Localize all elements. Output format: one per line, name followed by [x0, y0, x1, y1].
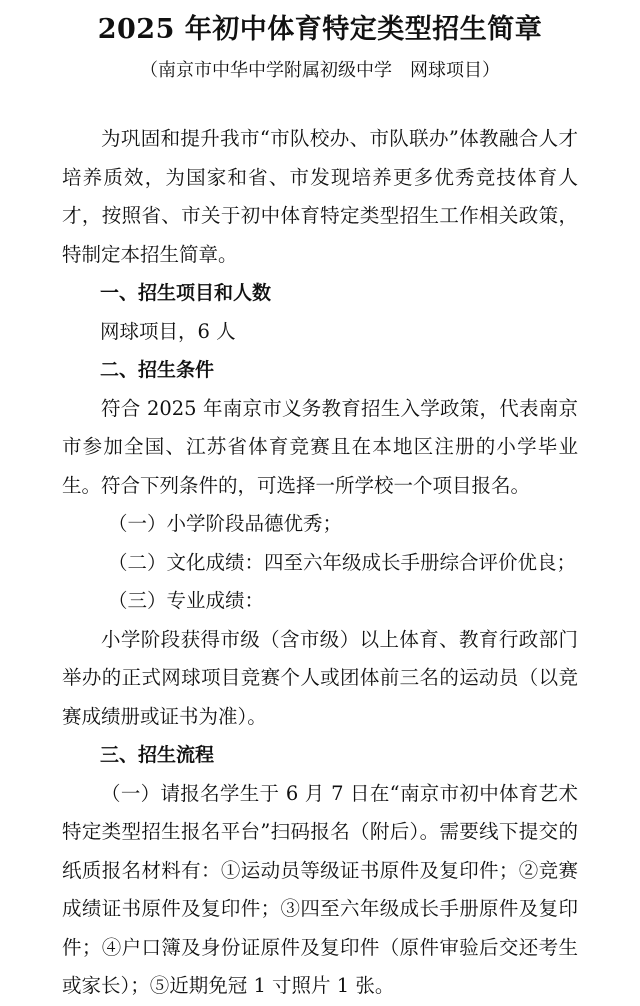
- condition-item-3: （三）专业成绩：: [108, 589, 265, 612]
- condition-item-1: （一）小学阶段品德优秀；: [108, 512, 343, 535]
- condition-item-3-detail: 小学阶段获得市级（含市级）以上体育、教育行政部门举办的正式网球项目竞赛个人或团体前三名的运动员（以竞赛成绩册或证书为准）。: [62, 627, 578, 728]
- intro-paragraph: 为巩固和提升我市“市队校办、市队联办”体教融合人才培养质效，为国家和省、市发现培养更多优秀竞技体育人才，按照省、市关于初中体育特定类型招生工作相关政策，特制定本招生简章。: [62, 127, 578, 266]
- document-subtitle: （南京市中华中学附属初级中学 网球项目）: [140, 60, 500, 81]
- process-item-1: （一）请报名学生于 6 月 7 日在“南京市初中体育艺术特定类型招生报名平台”扫码报名（附后）。需要线下提交的纸质报名材料有：①运动员等级证书原件及复印件；②竞赛成绩证书原件及复印件；③四至六年级成长手册原件及复印件；④户口簿及身份证原件及复印件（原件审验后交还考生或家长）；⑤近期免冠 1 寸照片 1 张。: [62, 781, 578, 997]
- document-body: [62, 120, 578, 1006]
- document-title: 2025 年初中体育特定类型招生简章: [97, 14, 543, 45]
- enrollment-content: 网球项目，6 人: [100, 319, 236, 343]
- section-heading-enrollment: 一、招生项目和人数: [100, 282, 272, 304]
- conditions-intro: 符合 2025 年南京市义务教育招生入学政策，代表南京市参加全国、江苏省体育竞赛且在本地区注册的小学毕业生。符合下列条件的，可选择一所学校一个项目报名。: [62, 396, 578, 497]
- section-heading-process: 三、招生流程: [100, 744, 215, 766]
- condition-item-2: （二）文化成绩：四至六年级成长手册综合评价优良；: [108, 550, 577, 574]
- section-heading-conditions: 二、招生条件: [100, 359, 215, 381]
